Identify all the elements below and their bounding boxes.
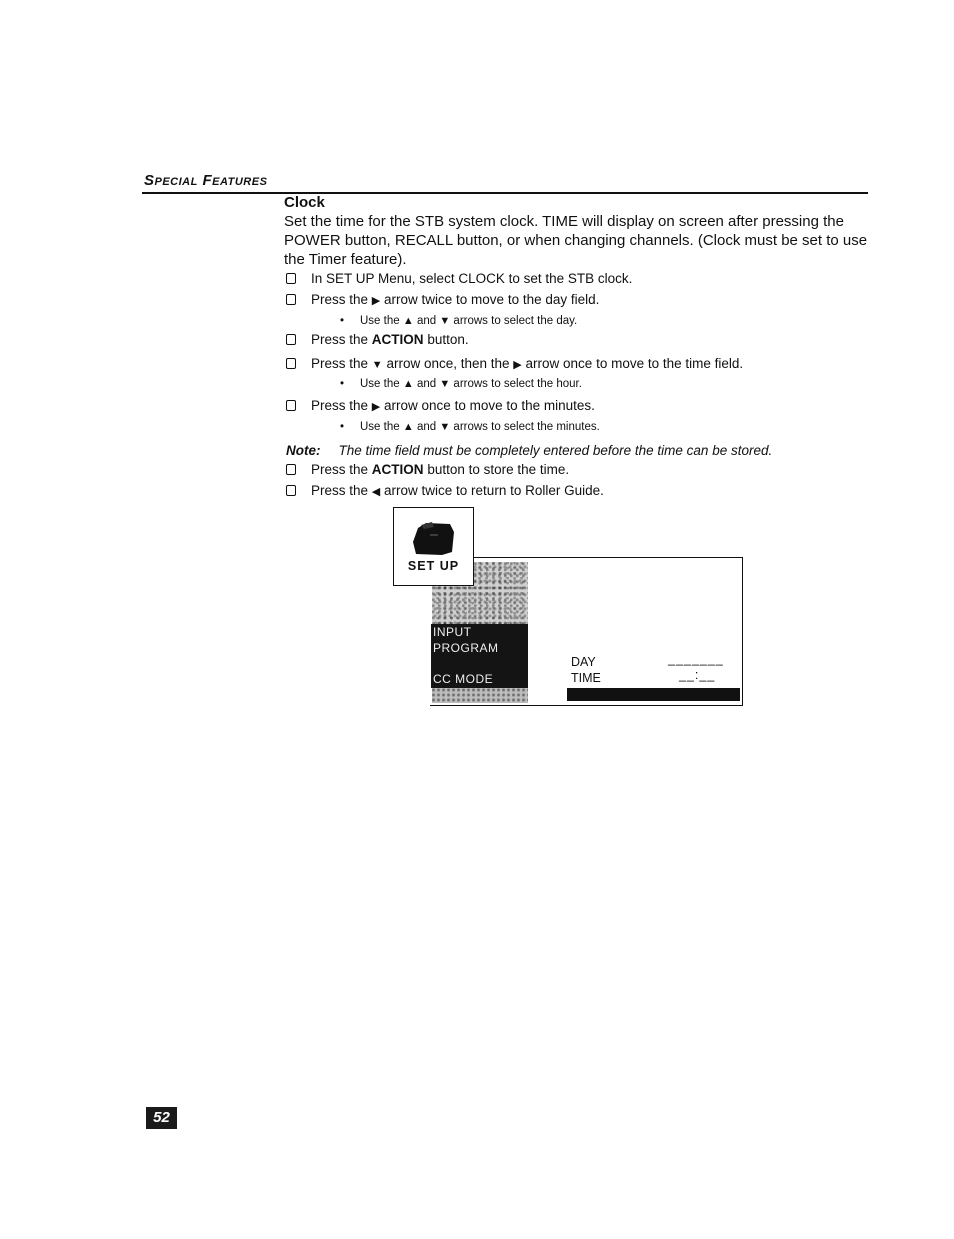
- bullet-3: • Use the ▲ and ▼ arrows to select the minutes.: [340, 421, 600, 433]
- up-arrow-icon: ▲: [402, 378, 414, 390]
- page-number: 52: [146, 1107, 177, 1129]
- left-arrow-icon: ◀: [371, 486, 381, 498]
- checkbox-icon: [286, 485, 296, 496]
- note: [286, 443, 772, 458]
- time-value: __:__: [679, 668, 716, 682]
- menu-item-blank: [431, 656, 528, 671]
- setup-icon-box: [393, 507, 474, 586]
- day-value: _______: [668, 652, 724, 666]
- bullet-2: • Use the ▲ and ▼ arrows to select the hour.: [340, 378, 582, 390]
- down-arrow-icon: ▼: [439, 421, 451, 433]
- step-1: In SET UP Menu, select CLOCK to set the STB clock.: [286, 271, 632, 286]
- time-label: TIME: [571, 671, 601, 685]
- checkbox-icon: [286, 400, 296, 411]
- menu-item-cc-mode: CC MODE: [431, 671, 528, 688]
- checkbox-icon: [286, 464, 296, 475]
- step-6: Press the ACTION button to store the time.: [286, 462, 569, 477]
- step-2: Press the ▶ arrow twice to move to the day field.: [286, 292, 599, 307]
- down-arrow-icon: ▼: [439, 315, 451, 327]
- right-arrow-icon: ▶: [371, 295, 381, 307]
- step-4: Press the ▼ arrow once, then the ▶ arrow once to move to the time field.: [286, 356, 743, 371]
- note-label: Note:: [286, 443, 321, 458]
- checkbox-icon: [286, 358, 296, 369]
- up-arrow-icon: ▲: [402, 421, 414, 433]
- down-arrow-icon: ▼: [371, 359, 383, 371]
- step-3: Press the ACTION button.: [286, 332, 469, 347]
- day-label: DAY: [571, 655, 596, 669]
- bullet-1: • Use the ▲ and ▼ arrows to select the day.: [340, 315, 578, 327]
- checkbox-icon: [286, 334, 296, 345]
- roller-texture-bottom: [432, 688, 528, 703]
- right-arrow-icon: ▶: [371, 401, 381, 413]
- step-5: Press the ▶ arrow once to move to the minutes.: [286, 398, 595, 413]
- right-arrow-icon: ▶: [513, 359, 522, 371]
- section-title: Special Features: [144, 172, 268, 189]
- setup-label: SET UP: [407, 559, 460, 573]
- clock-heading: Clock: [284, 194, 325, 211]
- step-7: Press the ◀ arrow twice to return to Roller Guide.: [286, 483, 604, 498]
- highlight-bar: [567, 688, 740, 701]
- section-rule: [142, 192, 868, 194]
- down-arrow-icon: ▼: [439, 378, 451, 390]
- checkbox-icon: [286, 294, 296, 305]
- menu-item-input: INPUT: [431, 624, 528, 640]
- menu-item-program: PROGRAM: [431, 640, 528, 656]
- intro-paragraph: Set the time for the STB system clock. TIME will display on screen after pressing the POWER button, RECALL button, or when changing channels. (Clock must be set to use the Timer feature).: [284, 213, 868, 268]
- note-text: The time field must be completely entered before the time can be stored.: [338, 443, 773, 458]
- up-arrow-icon: ▲: [402, 315, 414, 327]
- checkbox-icon: [286, 273, 296, 284]
- setup-toolbox-icon: [412, 522, 456, 556]
